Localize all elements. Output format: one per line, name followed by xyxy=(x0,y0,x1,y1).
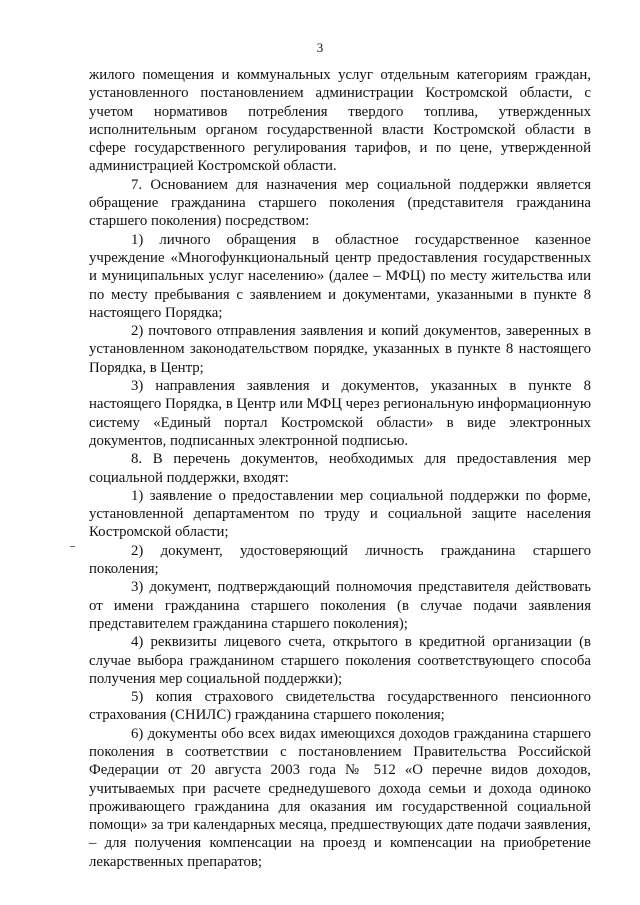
paragraph-3: 1) личного обращения в областное государственное казенное учреждение «Многофункциональный центр предоставления государственных и муниципальных услуг населению» (далее – МФЦ) по месту жительства или по месту пребывания с заявлением и документами, указанными в пункте 8 настоящего Порядка; xyxy=(89,231,591,321)
paragraph-5: 3) направления заявления и документов, указанных в пункте 8 настоящего Порядка, в Центр или МФЦ через региональную информационную систему «Единый портал Костромской области» в виде электронных документов, подписанных электронной подписью. xyxy=(89,378,591,449)
paragraph-12: 6) документы обо всех видах имеющихся доходов гражданина старшего поколения в соответствии с постановлением Правительства Российской Федерации от 20 августа 2003 года № 512 «О перечне видов доходов, учитываемых при расчете среднедушевого дохода семьи и дохода одиноко проживающего гражданина для оказания им государственной социальной помощи» за три календарных месяца, предшествующих дате подачи заявления, – для получения компенсации на проезд и компенсации на приобретение лекарственных препаратов; xyxy=(89,725,591,870)
paragraph-4: 2) почтового отправления заявления и копий документов, заверенных в установленном законодательством порядке, указанных в пункте 8 настоящего Порядка, в Центр; xyxy=(89,323,591,376)
paragraph-8: 2) документ, удостоверяющий личность гражданина старшего поколения; xyxy=(89,542,591,578)
margin-mark xyxy=(70,546,75,547)
document-body xyxy=(89,66,591,871)
paragraph-9: 3) документ, подтверждающий полномочия представителя действовать от имени гражданина старшего поколения (в случае подачи заявления представителем гражданина старшего поколения); xyxy=(89,579,591,632)
paragraph-10: 4) реквизиты лицевого счета, открытого в кредитной организации (в случае выбора гражданином старшего поколения соответствующего способа получения мер социальной поддержки); xyxy=(89,634,591,687)
paragraph-2: 7. Основанием для назначения мер социальной поддержки является обращение гражданина старшего поколения (представителя гражданина старшего поколения) посредством: xyxy=(89,176,591,230)
paragraph-6: 8. В перечень документов, необходимых для предоставления мер социальной поддержки, входят: xyxy=(89,451,591,486)
page-number: 3 xyxy=(316,40,324,55)
paragraph-1: жилого помещения и коммунальных услуг отдельным категориям граждан, установленного постановлением администрации Костромской области, с учетом нормативов потребления твердого топлива, утвержденных исполнительным органом государственной власти Костромской области в сфере государственного регулирования тарифов, и по цене, утвержденной администрацией Костромской области. xyxy=(89,67,591,175)
paragraph-11: 5) копия страхового свидетельства государственного пенсионного страхования (СНИЛС) гражданина старшего поколения; xyxy=(89,689,591,724)
paragraph-7: 1) заявление о предоставлении мер социальной поддержки по форме, установленной департаментом по труду и социальной защите населения Костромской области; xyxy=(89,487,591,541)
